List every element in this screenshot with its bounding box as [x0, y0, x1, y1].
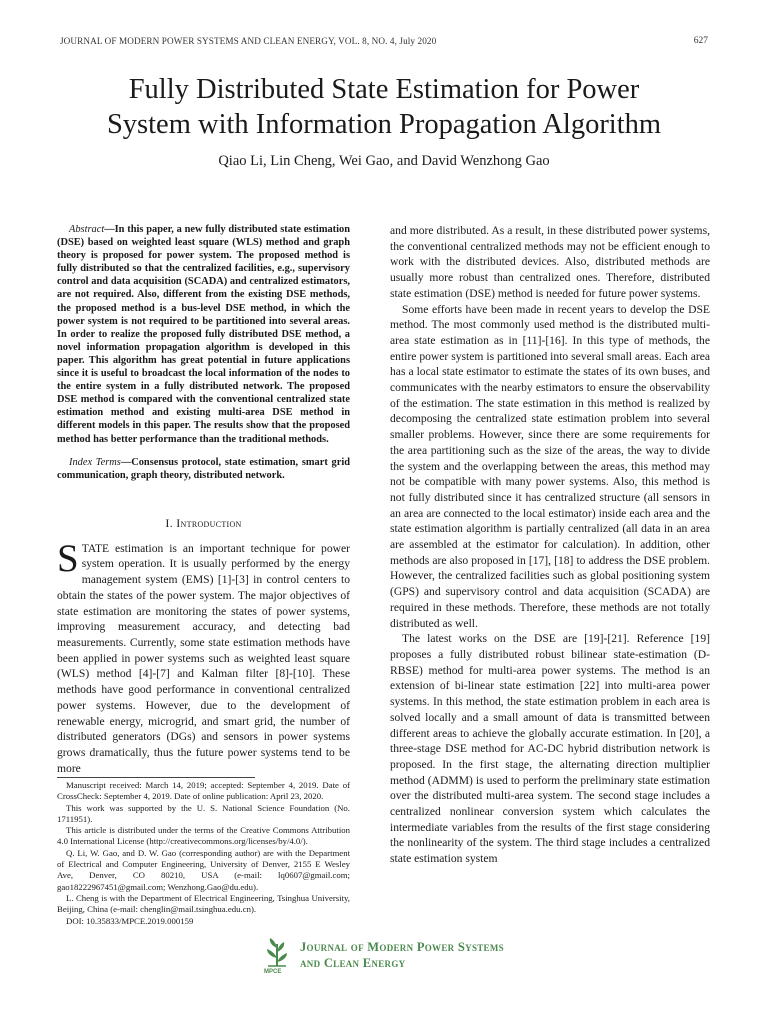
footnote-received: Manuscript received: March 14, 2019; accepted: September 4, 2019. Date of CrossCheck: September 4, 2019. Date of online publication: April 23, 2020.: [57, 780, 350, 802]
section-number: I.: [165, 515, 173, 530]
title-line-1: Fully Distributed State Estimation for Power: [128, 74, 640, 105]
paper-title: [40, 72, 728, 142]
footnote-funding: This work was supported by the U. S. National Science Foundation (No. 1711951).: [57, 802, 350, 824]
logo-line-1: Journal of Modern Power Systems: [300, 940, 504, 954]
intro-paragraph-1-text: TATE estimation is an important technique for power system operation. It is usually performed by the energy management system (EMS) [1]-[3] in control centers to obtain the states of the power system. The major objectives of state estimation are monitoring the states of power systems, improving measurement accuracy, and detecting bad measurements. Currently, some state estimation methods have been applied in power systems such as weighted least square (WLS) method [4]-[7] and Kalman filter [8]-[10]. These methods have good performance in conventional centralized power systems. However, due to the development of renewable energy, microgrid, and smart grid, the number of distributed generators (DGs) and sensors in power systems grows dramatically, thus the future power systems tend to be more: [57, 541, 350, 775]
left-column: [57, 223, 350, 776]
author-list: Qiao Li, Lin Cheng, Wei Gao, and David Wenzhong Gao: [218, 153, 550, 169]
abstract-label: Abstract: [69, 224, 105, 235]
footnote-affiliation-1: Q. Li, W. Gao, and D. W. Gao (corresponding author) are with the Department of Electrical and Computer Engineering, University of Denver, 2155 E Wesley Ave, Denver, CO 80210, USA (e-mail: lq0607@gmail.com; gao18222967451@gmail.com; Wenzhong.Gao@du.edu).: [57, 847, 350, 892]
footnote-doi: DOI: 10.35833/MPCE.2019.000159: [66, 915, 194, 926]
intro-paragraph-2: Some efforts have been made in recent years to develop the DSE method. The most commonly used method is the distributed multi-area state estimation as in [11]-[16]. In this type of methods, the entire power system is partitioned into several small areas. Each area has a local state estimator to estimate the states of its own buses, and communicates with the nearby estimators to ensure the observability of the estimation. The state estimation in this method is realized by decomposing the centralized state estimation problem into several smaller problems. However, since there are some requirements for the area partitioning such as the size of the areas, the way to divide the system and the overlapping between the areas, this method may not be compatible with many power systems. Also, this method is not fully distributed since it has centralized structure (all sensors in an area are connected to the local estimator) inside each area and the state estimation algorithm is partially centralized (all data in an area are assembled at the estimator for calculation). In addition, other methods are also proposed in [17], [18] to address the DSE problem. However, the centralized facilities such as global positioning system (GPS) and supervisory control and data acquisition (SCADA) are required in these methods. Therefore, these methods are not totally distributed as well.: [390, 302, 710, 630]
intro-paragraph-1-continued: and more distributed. As a result, in these distributed power systems, the conventional centralized methods may not be efficient enough to work with the distributed devices. Also, distributed methods are usually more robust than centralized ones. Therefore, distributed state estimation (DSE) method is needed for future power systems.: [390, 224, 710, 300]
intro-paragraph-1: [57, 536, 350, 777]
logo-line-2: and Clean Energy: [300, 956, 406, 970]
abstract-text: In this paper, a new fully distributed state estimation (DSE) based on weighted least square (WLS) method and graph theory is proposed for power system. The proposed method is fully distributed so that the centralized facilities, e.g., supervisory control and data acquisition (SCADA) and centralized estimators, are not required. Also, different from the existing DSE methods, the proposed method is a bus-level DSE method, in which the power system is not required to be partitioned into several areas. In order to realize the proposed fully distributed DSE method, a novel information propagation algorithm is developed in this paper. This algorithm has great potential in future applications since it is useful to broadcast the local information of the nodes to the entire system in a fully distributed network. The proposed DSE method is compared with the conventional centralized state estimation method and existing multi-area DSE method in different models in this paper. The results show that the proposed method has better performance than the traditional methods.: [57, 224, 350, 445]
drop-cap: S: [57, 536, 79, 580]
journal-logo: [262, 936, 522, 980]
footnote-affiliation-2: L. Cheng is with the Department of Electrical Engineering, Tsinghua University, Beijing, China (e-mail: chenglin@mail.tsinghua.edu.cn).: [57, 892, 350, 915]
title-line-2: System with Information Propagation Algorithm: [106, 109, 662, 140]
running-header: JOURNAL OF MODERN POWER SYSTEMS AND CLEAN ENERGY, VOL. 8, NO. 4, July 2020: [60, 36, 437, 46]
footnote-license: This article is distributed under the terms of the Creative Commons Attribution 4.0 International License (http://creativecommons.org/licenses/by/4.0/).: [57, 825, 350, 847]
intro-paragraph-3: The latest works on the DSE are [19]-[21]. Reference [19] proposes a fully distributed robust bilinear state-estimation (D-RBSE) method for multi-area power systems. The method is an extension of bi-linear state estimation [22] into multi-area power systems. In this method, the state estimation problem in each area is solved locally and a small amount of data is transmitted between different areas to achieve the globally accurate estimation. In [20], a three-stage DSE method for AC-DC hybrid distribution network is proposed. In the first stage, the alternating direction multiplier method (ADMM) is used to perform the preliminary state estimation over the distributed multi-area system. The second stage includes a centralized nonlinear conversion system which calculates the intermediate variables from the results of the first stage considering the nonlinearity of the system. The third stage includes a centralized state estimation system: [390, 632, 710, 866]
right-column: [390, 223, 710, 867]
footnotes: [57, 780, 350, 927]
section-title: Introduction: [176, 515, 242, 530]
index-terms-text: Consensus protocol, state estimation, smart grid communication, graph theory, distributed network.: [57, 456, 350, 481]
section-heading: [57, 516, 350, 531]
page-number: 627: [693, 36, 708, 46]
logo-caption: MPCE: [264, 969, 282, 975]
abstract: Abstract—In this paper, a new fully distributed state estimation (DSE) based on weighted least square (WLS) method and graph theory is proposed for power system. The proposed method is fully distributed so that the centralized facilities, e.g., supervisory control and data acquisition (SCADA) and centralized estimators, are not required. Also, different from the existing DSE methods, the proposed method is a bus-level DSE method, in which the power system is not required to be partitioned into several areas. In order to realize the proposed fully distributed DSE method, a novel information propagation algorithm is developed in this paper. This algorithm has great potential in future applications since it is useful to broadcast the local information of the nodes to the entire system in a fully distributed network. The proposed DSE method is compared with the conventional centralized state estimation method and existing multi-area DSE method in different models in this paper. The results show that the proposed method has better performance than the traditional methods.: [57, 224, 350, 445]
index-terms-label: Index Terms: [69, 456, 121, 468]
logo-wordmark: [300, 939, 504, 971]
index-terms: Index Terms—Consensus protocol, state estimation, smart grid communication, graph theory, distributed network.: [57, 456, 350, 481]
footnote-divider: [57, 777, 255, 778]
